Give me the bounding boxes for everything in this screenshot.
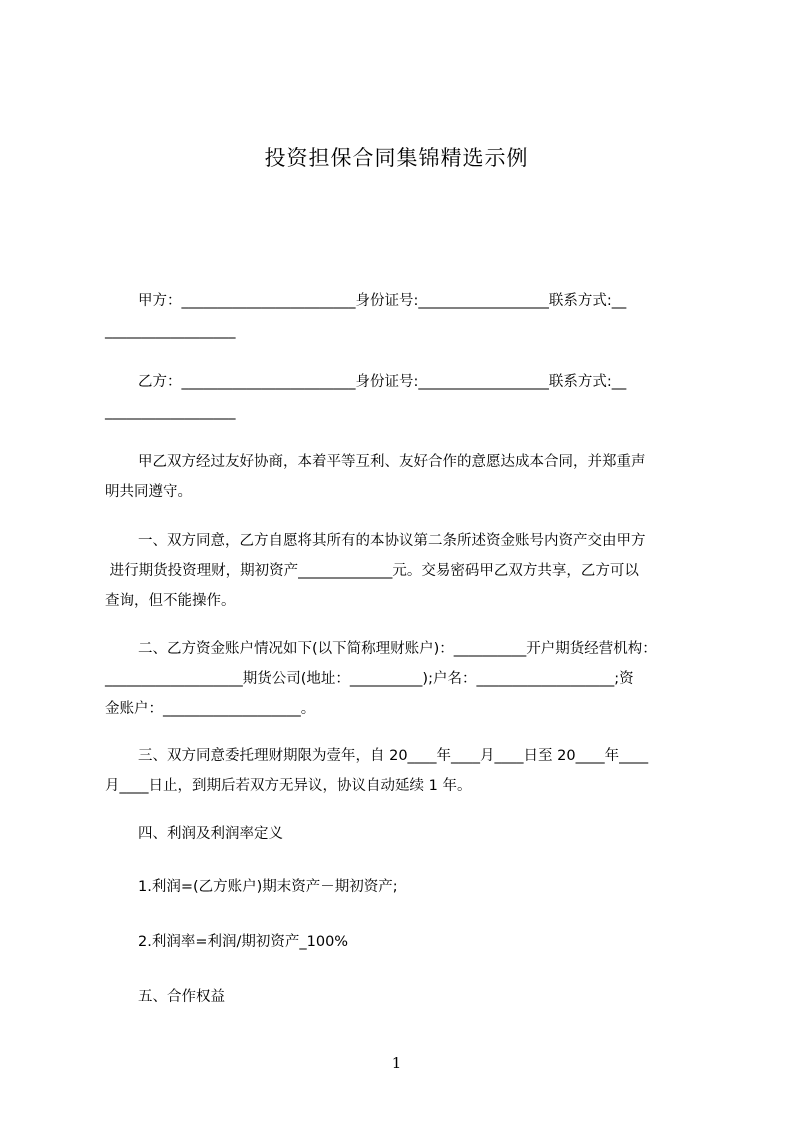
document-title: 投资担保合同集锦精选示例 [264,146,529,170]
clause-1-line-3: 查询，但不能操作。 [105,593,236,609]
clause-5-heading: 五、合作权益 [138,989,225,1005]
preamble-paragraph [105,447,705,507]
page-number: 1 [391,1054,402,1072]
clause-2-line-3: 金账户：___________________。 [105,701,316,717]
party-a-paragraph [105,286,705,346]
party-b-line-1: 乙方：________________________身份证号:__________________联系方式:__ [138,374,627,390]
definition-2-paragraph [105,927,705,957]
party-a-line-1: 甲方：________________________身份证号:__________________联系方式:__ [138,293,627,309]
definition-2: 2.利润率=利润/期初资产_100% [138,934,349,950]
clause-1-paragraph [105,526,705,616]
clause-3-paragraph [105,741,705,801]
clause-1-line-2: 进行期货投资理财，期初资产_____________元。交易密码甲乙双方共享，乙方可以 [105,563,639,579]
clause-2-line-1: 二、乙方资金账户情况如下(以下简称理财账户)：__________开户期货经营机构： [138,641,657,657]
preamble-line-2: 明共同遵守。 [105,484,192,500]
clause-2-paragraph [105,634,705,724]
clause-1-line-1: 一、双方同意，乙方自愿将其所有的本协议第二条所述资金账号内资产交由甲方 [138,533,646,549]
definition-1: 1.利润=(乙方账户)期末资产－期初资产; [138,879,398,895]
definition-1-paragraph [105,872,705,902]
clause-4-paragraph [105,819,705,849]
clause-3-line-2: 月____日止，到期后若双方无异议，协议自动延续 1 年。 [105,778,472,794]
clause-2-line-2: ___________________期货公司(地址：__________);户名：___________________;资 [105,671,634,687]
party-b-paragraph [105,367,705,427]
party-a-line-2: __________________ [105,323,236,339]
preamble-line-1: 甲乙双方经过友好协商，本着平等互利、友好合作的意愿达成本合同，并郑重声 [138,454,646,470]
clause-4-heading: 四、利润及利润率定义 [138,826,283,842]
clause-3-line-1: 三、双方同意委托理财期限为壹年，自 20____年____月____日至 20____年____ [138,748,649,764]
clause-5-paragraph [105,982,705,1012]
party-b-line-2: __________________ [105,404,236,420]
